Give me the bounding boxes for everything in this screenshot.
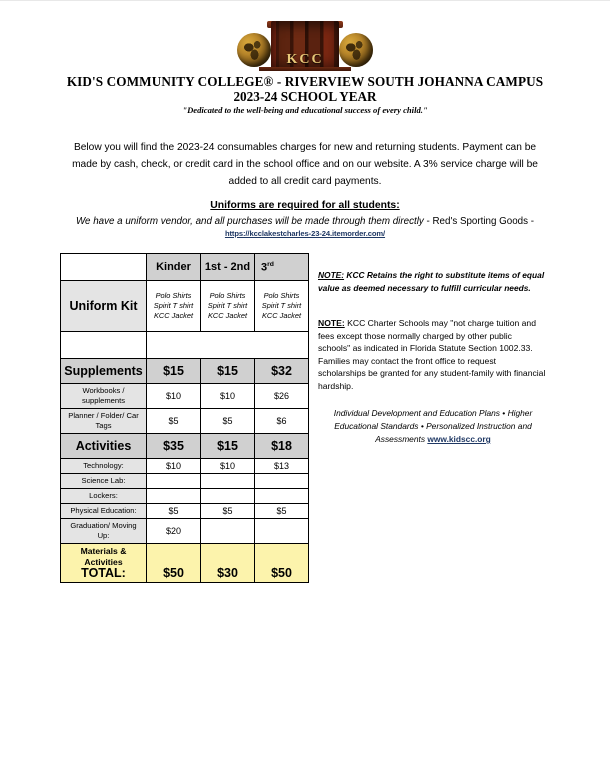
row-label-science-lab: Science Lab: (61, 474, 147, 489)
cell-workbooks-first-second: $10 (201, 384, 255, 409)
cell-uniform-kit-third: Polo Shirts Spirit T shirt KCC Jacket (255, 281, 309, 332)
uniform-order-link[interactable]: https://kcclakestcharles-23-24.itemorder.com/ (224, 229, 386, 238)
row-label-uniform-kit: Uniform Kit (61, 281, 147, 332)
school-motto-text: Individual Development and Education Plans • Higher Educational Standards • Personalized Instruction and Assessments (333, 408, 533, 444)
school-year: 2023-24 SCHOOL YEAR (233, 89, 377, 104)
cell-uniform-kit-first-second: Polo Shirts Spirit T shirt KCC Jacket (201, 281, 255, 332)
cell-uniform-kit-kinder: Polo Shirts Spirit T shirt KCC Jacket (147, 281, 201, 332)
note-substitution (318, 269, 550, 294)
page-title: KID'S COMMUNITY COLLEGE® - RIVERVIEW SOUTH JOHANNA CAMPUS (66, 74, 544, 89)
cell-physical-education-first-second: $5 (201, 504, 255, 519)
note-charter-body: KCC Charter Schools may "not charge tuition and fees except those normally charged by other public schools" as indicated in Florida Statute Section 1002.33. Families may contact the front office to request scholarships be granted for any student-family with financial hardship. (318, 318, 546, 391)
cell-total-third: $50 (255, 544, 309, 583)
school-website-link[interactable]: www.kidscc.org (427, 434, 491, 444)
logo-wordmark: KCC (286, 52, 324, 67)
cell-physical-education-kinder: $5 (147, 504, 201, 519)
cell-activities-first-second: $15 (201, 434, 255, 459)
cell-lockers-kinder (147, 489, 201, 504)
note-charter-schools (318, 317, 546, 393)
row-label-workbooks: Workbooks / supplements (61, 384, 147, 409)
table-row (61, 434, 309, 459)
row-label-total: Materials & Activities TOTAL: (61, 544, 147, 583)
cell-workbooks-kinder: $10 (147, 384, 201, 409)
table-row (61, 409, 309, 434)
note-charter-label: NOTE: (318, 318, 345, 328)
cell-science-lab-kinder (147, 474, 201, 489)
cell-science-lab-first-second (201, 474, 255, 489)
cell-spacer-label (61, 332, 147, 359)
uniform-vendor-name: - Red's Sporting Goods - (426, 216, 535, 227)
row-label-physical-education: Physical Education: (61, 504, 147, 519)
table-row (61, 519, 309, 544)
cell-total-kinder: $50 (147, 544, 201, 583)
intro-paragraph: Below you will find the 2023-24 consumables charges for new and returning students. Payment can be made by cash, check, or credit card in the school office and on our website. A 3% service charge will be added to all credit card payments. (72, 142, 538, 187)
cell-graduation-kinder: $20 (147, 519, 201, 544)
cell-technology-third: $13 (255, 459, 309, 474)
uniform-subtext (60, 215, 550, 229)
cell-activities-third: $18 (255, 434, 309, 459)
table-row (61, 489, 309, 504)
table-row-spacer (61, 332, 309, 359)
cell-workbooks-third: $26 (255, 384, 309, 409)
cell-supplements-third: $32 (255, 359, 309, 384)
globe-icon (237, 33, 271, 67)
cell-lockers-first-second (201, 489, 255, 504)
table-row (61, 459, 309, 474)
globe-icon (339, 33, 373, 67)
cell-physical-education-third: $5 (255, 504, 309, 519)
table-row (61, 281, 309, 332)
cell-supplements-kinder: $15 (147, 359, 201, 384)
table-row (61, 474, 309, 489)
table-row (61, 384, 309, 409)
cell-technology-kinder: $10 (147, 459, 201, 474)
row-label-activities: Activities (61, 434, 147, 459)
cell-total-first-second: $30 (201, 544, 255, 583)
row-label-graduation: Graduation/ Moving Up: (61, 519, 147, 544)
table-row (61, 504, 309, 519)
tagline: "Dedicated to the well-being and educational success of every child." (182, 105, 428, 115)
uniform-vendor-text: We have a uniform vendor, and all purchases will be made through them directly (75, 216, 424, 227)
cell-activities-kinder: $35 (147, 434, 201, 459)
fees-table (60, 253, 309, 583)
cell-graduation-first-second (201, 519, 255, 544)
note-substitution-label: NOTE: (318, 270, 345, 280)
note-substitution-body: KCC Retains the right to substitute items of equal value as deemed necessary to fulfill curricular needs. (318, 270, 545, 293)
cell-technology-first-second: $10 (201, 459, 255, 474)
row-label-supplements: Supplements (61, 359, 147, 384)
header-cell-empty (61, 254, 147, 281)
cell-graduation-third (255, 519, 309, 544)
header-cell-first-second: 1st - 2nd (201, 254, 255, 281)
uniform-heading-text: Uniforms are required for all students: (210, 200, 400, 211)
header-cell-third: 3rd (255, 254, 309, 281)
header-cell-kinder: Kinder (147, 254, 201, 281)
cell-lockers-third (255, 489, 309, 504)
cell-planner-first-second: $5 (201, 409, 255, 434)
cell-spacer-values (147, 332, 309, 359)
row-label-planner: Planner / Folder/ Car Tags (61, 409, 147, 434)
school-logo (0, 19, 610, 71)
cell-planner-kinder: $5 (147, 409, 201, 434)
row-label-technology: Technology: (61, 459, 147, 474)
uniform-heading (0, 200, 610, 211)
row-label-lockers: Lockers: (61, 489, 147, 504)
table-row (61, 359, 309, 384)
school-motto (322, 407, 544, 446)
cell-supplements-first-second: $15 (201, 359, 255, 384)
table-header-row (61, 254, 309, 281)
cell-science-lab-third (255, 474, 309, 489)
cell-planner-third: $6 (255, 409, 309, 434)
table-row-total (61, 544, 309, 583)
